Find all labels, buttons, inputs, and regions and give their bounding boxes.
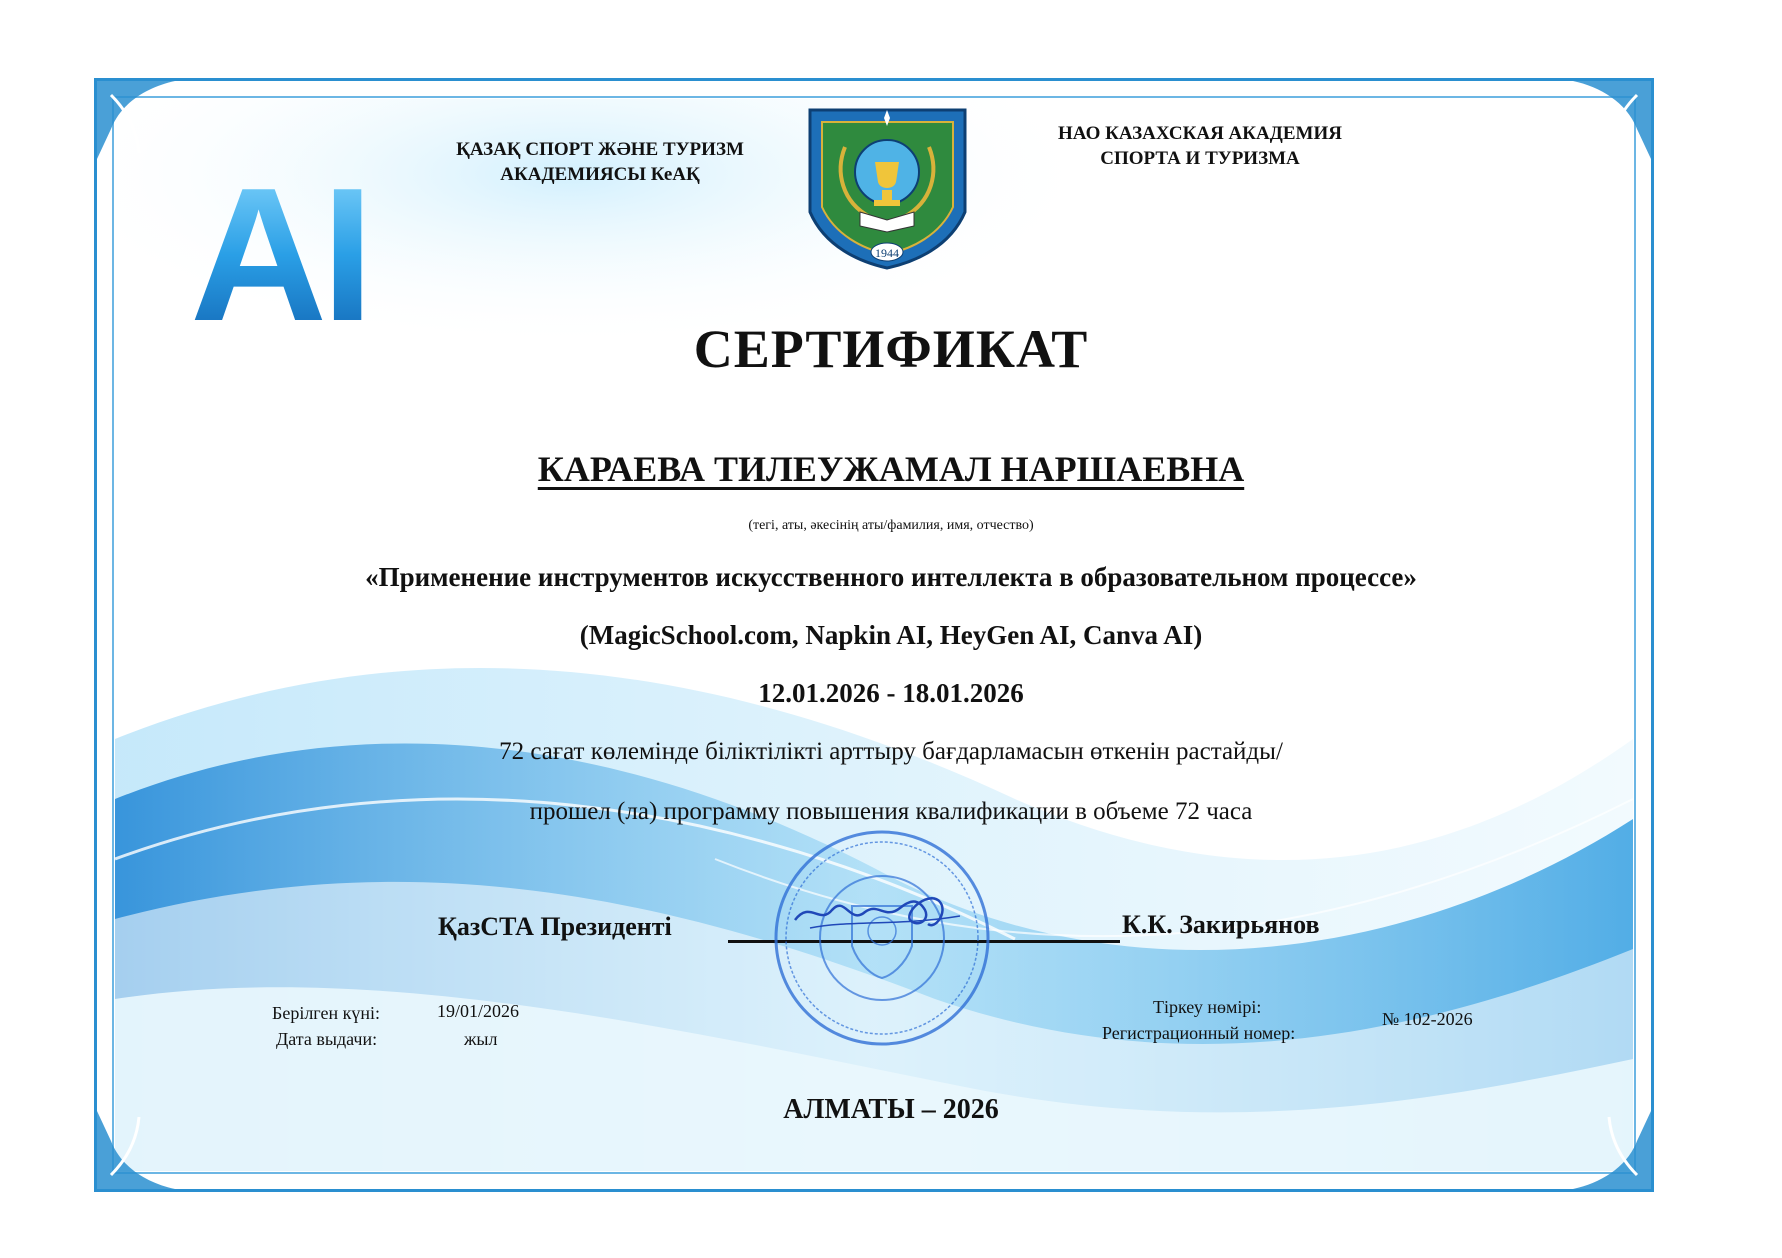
header-right-line2: СПОРТА И ТУРИЗМА bbox=[1100, 148, 1300, 169]
issue-label-ru: Дата выдачи: bbox=[276, 1029, 378, 1049]
registration-label-kz: Тіркеу нөмірі: bbox=[1153, 997, 1262, 1017]
header-left-line1: ҚАЗАҚ СПОРТ ЖӘНЕ ТУРИЗМ bbox=[456, 139, 744, 160]
city-year: АЛМАТЫ – 2026 bbox=[783, 1094, 999, 1125]
corner-ornament-top-right bbox=[1571, 81, 1651, 161]
issue-label-kz: Берілген күні: bbox=[272, 1003, 380, 1023]
header-right-org bbox=[1020, 121, 1380, 171]
course-dates: 12.01.2026 - 18.01.2026 bbox=[758, 678, 1024, 708]
issue-date: 19/01/2026 bbox=[437, 1001, 520, 1021]
recipient-hint: (тегі, аты, әкесінің аты/фамилия, имя, отчество) bbox=[748, 518, 1034, 533]
certificate-title: СЕРТИФИКАТ bbox=[693, 319, 1089, 379]
statement-ru: прошел (ла) программу повышения квалификации в объеме 72 часа bbox=[529, 798, 1253, 825]
header-left-line2: АКАДЕМИЯСЫ КеАҚ bbox=[500, 164, 700, 185]
emblem-year: 1944 bbox=[875, 246, 899, 260]
course-tools: (MagicSchool.com, Napkin AI, HeyGen AI, Canva AI) bbox=[579, 620, 1203, 650]
corner-ornament-top-left bbox=[97, 81, 177, 161]
signatory-role: ҚазСТА Президенті bbox=[438, 912, 672, 941]
header-left-org bbox=[420, 137, 780, 187]
registration-number: № 102-2026 bbox=[1382, 1009, 1473, 1029]
course-title: «Применение инструментов искусственного интеллекта в образовательном процессе» bbox=[365, 562, 1417, 592]
registration-label-ru: Регистрационный номер: bbox=[1102, 1023, 1296, 1043]
statement-kz: 72 сағат көлемінде біліктілікті арттыру бағдарламасын өткенін растайды/ bbox=[499, 738, 1283, 765]
signatory-name: К.К. Закирьянов bbox=[1122, 910, 1320, 939]
issue-year-suffix: жыл bbox=[464, 1029, 498, 1049]
ai-logo bbox=[180, 160, 410, 340]
academy-emblem bbox=[800, 102, 975, 270]
recipient-name: КАРАЕВА ТИЛЕУЖАМАЛ НАРШАЕВНА bbox=[537, 449, 1245, 489]
header-right-line1: НАО КАЗАХСКАЯ АКАДЕМИЯ bbox=[1058, 123, 1342, 144]
handwritten-signature bbox=[790, 880, 970, 950]
ai-logo-text: AI bbox=[190, 160, 368, 340]
